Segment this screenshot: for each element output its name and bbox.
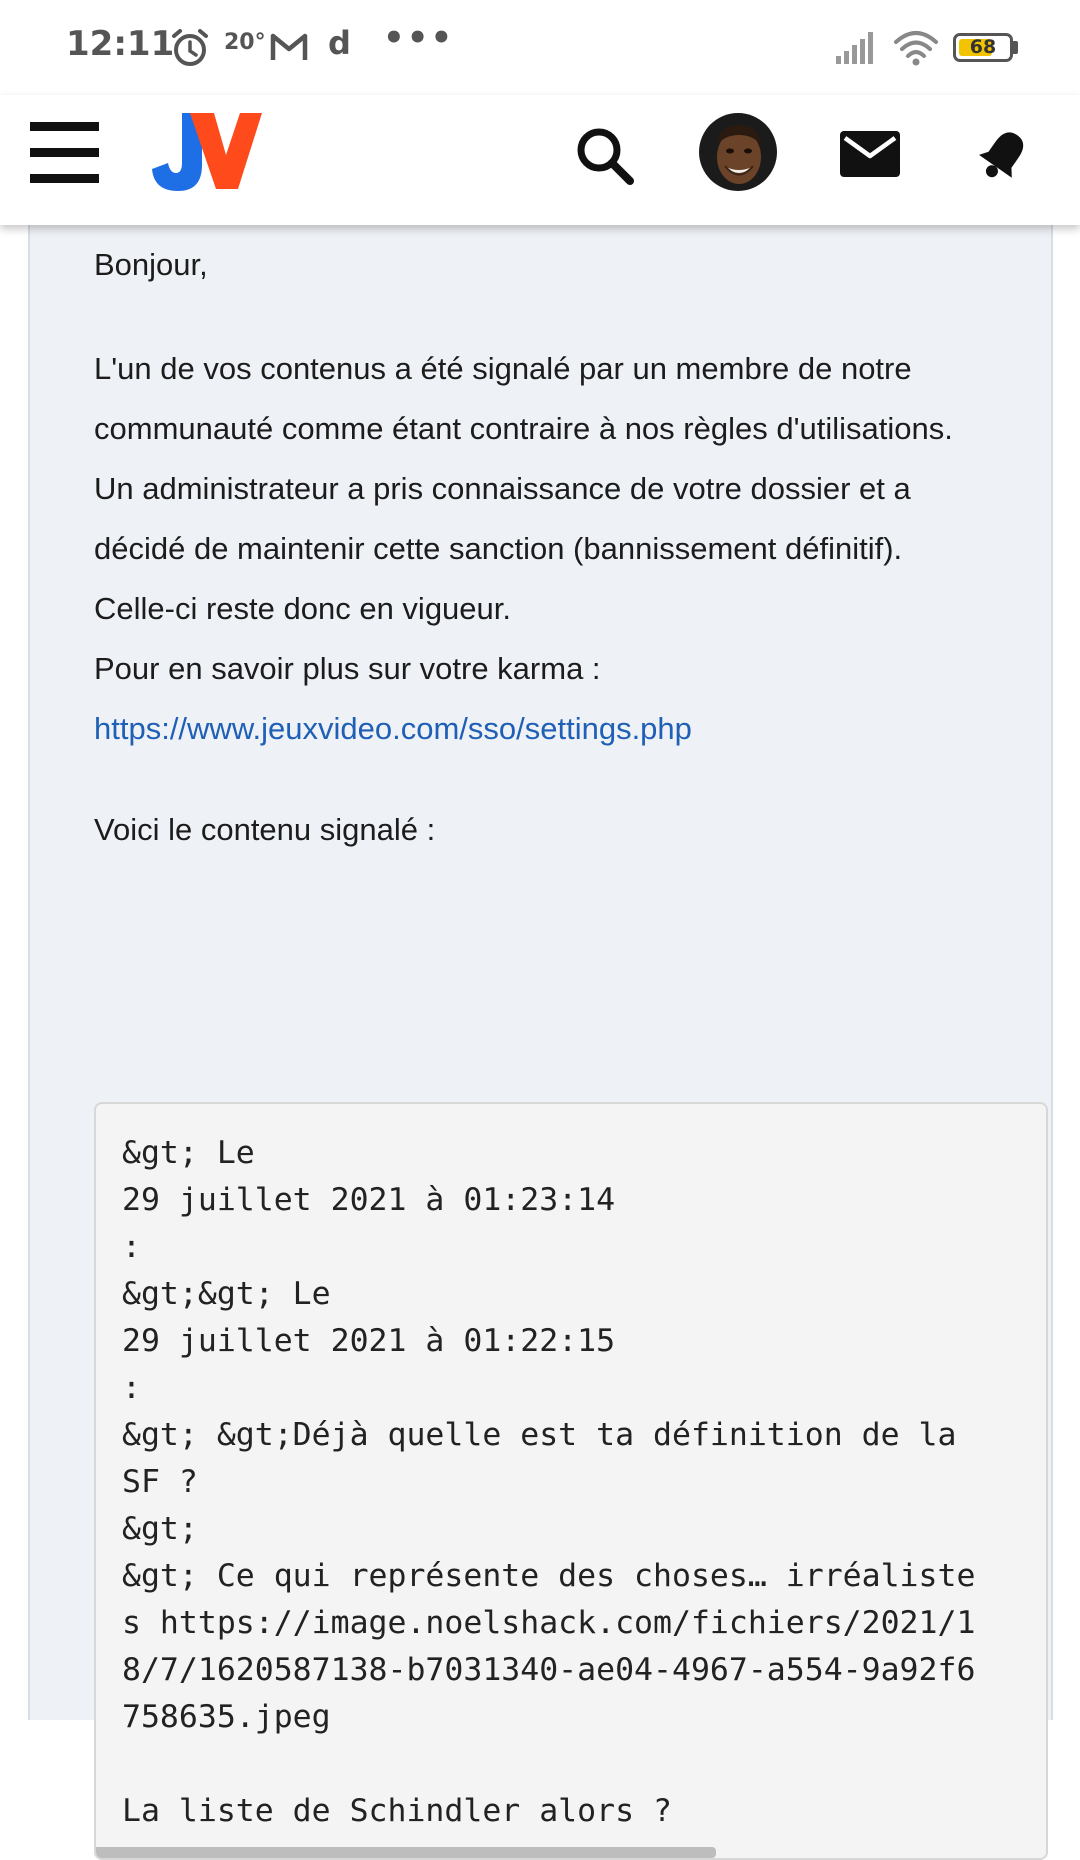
menu-icon-bar-top <box>30 122 99 131</box>
menu-icon-bar-middle <box>30 148 99 157</box>
avatar-image <box>699 113 777 191</box>
mail-icon[interactable] <box>840 131 900 177</box>
message-line: L'un de vos contenus a été signalé par un membre de notre <box>94 351 912 386</box>
weather-temperature: 20° <box>224 30 266 55</box>
battery-icon <box>953 33 1013 62</box>
battery-level-text: 68 <box>969 36 997 58</box>
message-line: Celle-ci reste donc en vigueur. <box>94 591 512 626</box>
reported-content-box[interactable] <box>94 1102 1048 1860</box>
battery-tip <box>1013 41 1018 54</box>
status-time: 12:11 <box>66 24 175 64</box>
karma-settings-link[interactable]: https://www.jeuxvideo.com/sso/settings.php <box>94 711 692 746</box>
jv-logo[interactable] <box>144 107 264 193</box>
message-greeting: Bonjour, <box>94 247 208 282</box>
message-line: Un administrateur a pris connaissance de votre dossier et a <box>94 471 911 506</box>
message-line: décidé de maintenir cette sanction (bannissement définitif). <box>94 531 903 566</box>
horizontal-scrollbar[interactable] <box>96 1847 716 1858</box>
message-line: Pour en savoir plus sur votre karma : <box>94 651 601 686</box>
status-bar <box>0 0 1080 95</box>
notification-d-icon: d <box>328 24 351 62</box>
menu-button[interactable] <box>30 122 100 184</box>
reported-content-text: &gt; Le 29 juillet 2021 à 01:23:14 : &gt;&gt; Le 29 juillet 2021 à 01:22:15 : &gt; &gt;Déjà quelle est ta définition de la SF ? &gt; &gt; Ce qui représente des choses… irréaliste s https://image.noelshack.com/fichiers/2021/1 8/7/1620587138-b7031340-ae04-4967-a554-9a92f6 758635.jpeg La liste de Schindler alors ? <box>122 1135 976 1829</box>
alarm-icon <box>170 28 210 68</box>
karma-link-line <box>94 699 1054 759</box>
more-notifications-icon: ••• <box>383 18 455 58</box>
message-line: communauté comme étant contraire à nos règles d'utilisations. <box>94 411 953 446</box>
avatar[interactable] <box>699 113 777 191</box>
menu-icon-bar-bottom <box>30 174 99 183</box>
search-icon[interactable] <box>574 125 636 187</box>
gmail-icon <box>270 32 308 62</box>
app-header <box>0 95 1080 225</box>
reported-content-intro: Voici le contenu signalé : <box>94 812 436 847</box>
signal-icon <box>836 30 880 64</box>
message-card <box>28 200 1053 1829</box>
wifi-icon <box>893 30 939 66</box>
bell-icon[interactable] <box>975 125 1033 183</box>
